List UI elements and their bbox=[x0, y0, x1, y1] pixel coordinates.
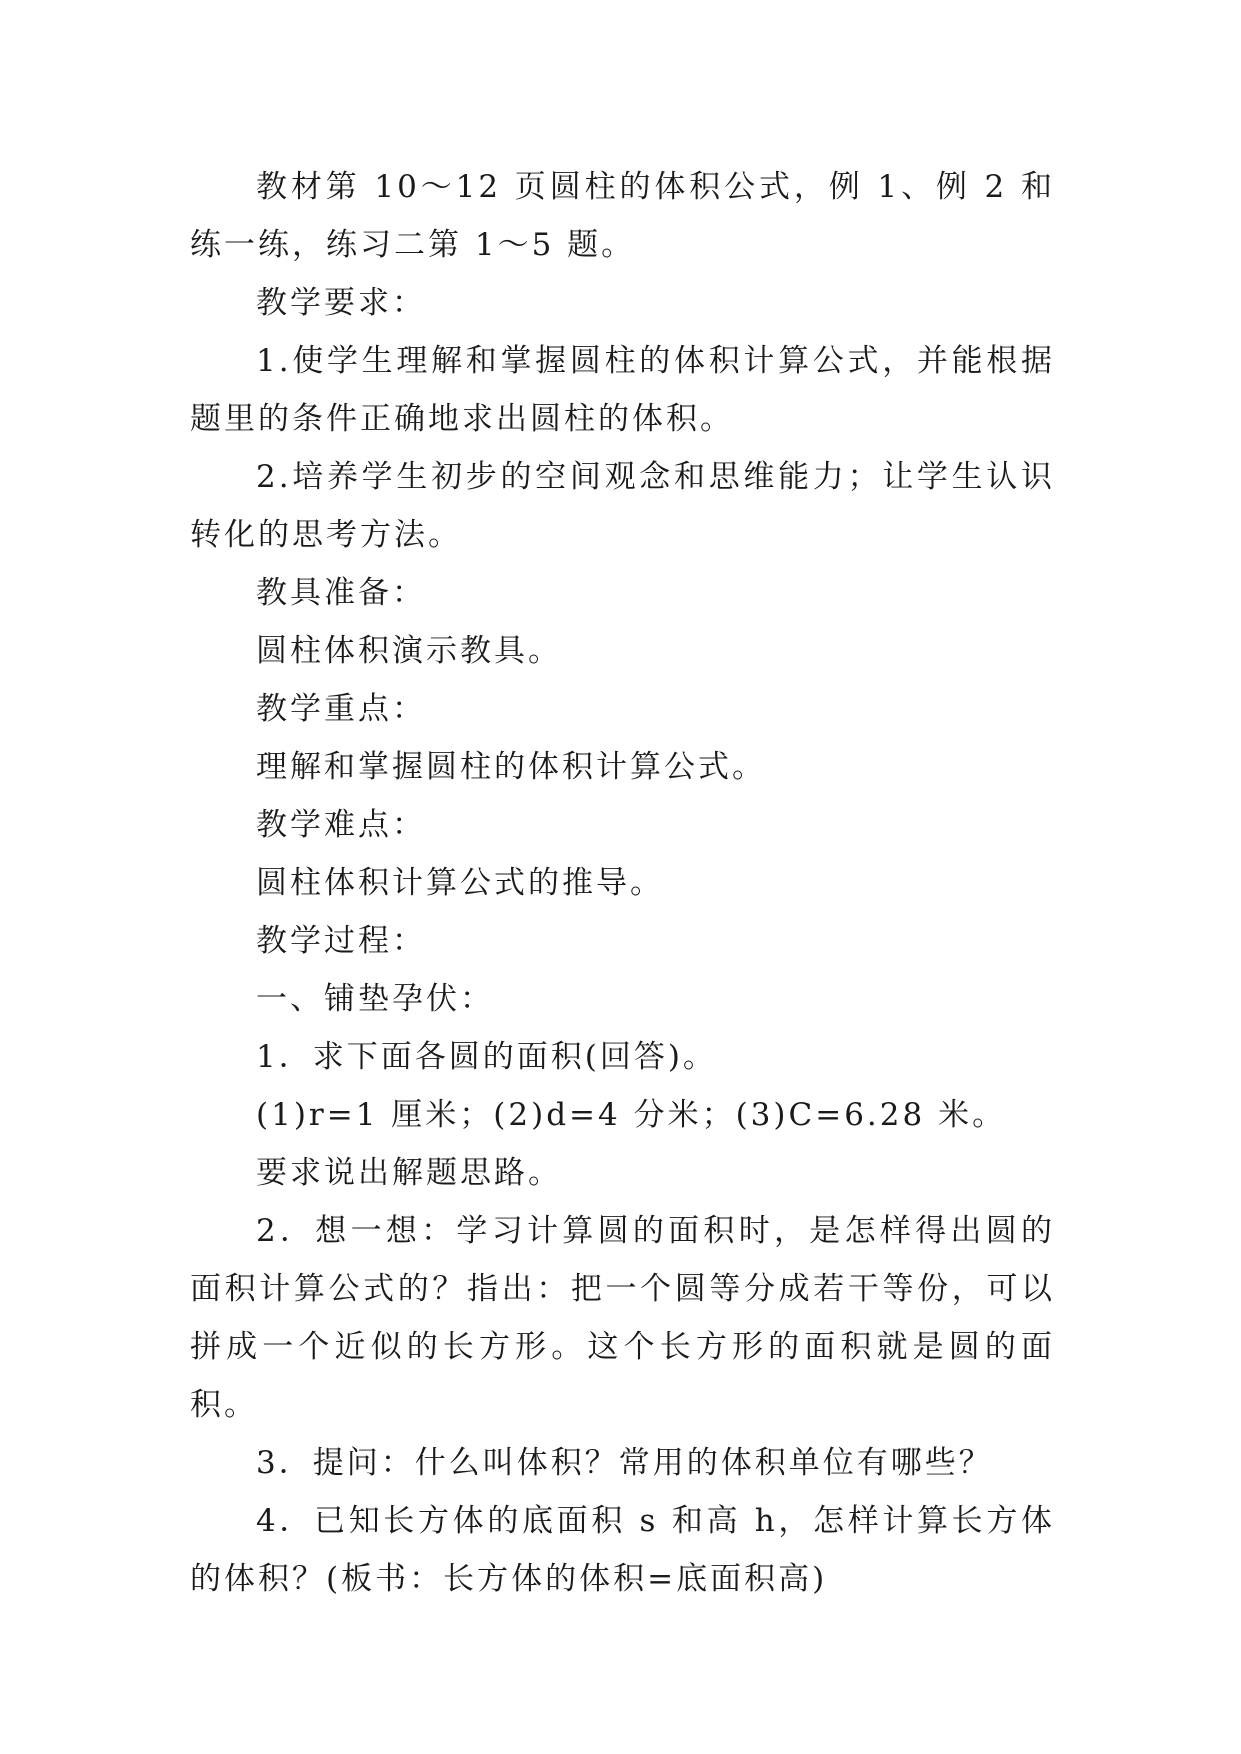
paragraph-step-1-note: 要求说出解题思路。 bbox=[256, 1155, 562, 1191]
paragraph-requirement-2: 2.培养学生初步的空间观念和思维能力；让学生认识转化的思考方法。 bbox=[190, 459, 1055, 553]
paragraph-step-2: 2．想一想：学习计算圆的面积时，是怎样得出圆的面积计算公式的？指出：把一个圆等分成若干等份，可以拼成一个近似的长方形。这个长方形的面积就是圆的面积。 bbox=[190, 1213, 1055, 1423]
paragraph-step-4: 4．已知长方体的底面积 s 和高 h，怎样计算长方体的体积？(板书：长方体的体积=底面积高) bbox=[190, 1503, 1055, 1597]
heading-difficulties: 教学难点： bbox=[256, 807, 426, 843]
paragraph-step-3: 3．提问：什么叫体积？常用的体积单位有哪些？ bbox=[256, 1445, 993, 1481]
heading-key-points: 教学重点： bbox=[256, 691, 426, 727]
document-body bbox=[190, 158, 1055, 1608]
paragraph-teaching-aids: 圆柱体积演示教具。 bbox=[256, 633, 562, 669]
heading-section-one: 一、铺垫孕伏： bbox=[256, 981, 494, 1017]
heading-teaching-process: 教学过程： bbox=[256, 923, 426, 959]
paragraph-step-1: 1．求下面各圆的面积(回答)。 bbox=[256, 1039, 717, 1075]
heading-teaching-requirements: 教学要求： bbox=[256, 285, 426, 321]
paragraph-difficulties: 圆柱体积计算公式的推导。 bbox=[256, 865, 664, 901]
paragraph-step-1-items: (1)r=1 厘米；(2)d=4 分米；(3)C=6.28 米。 bbox=[256, 1097, 1007, 1133]
paragraph-textbook-scope: 教材第 10～12 页圆柱的体积公式，例 1、例 2 和练一练，练习二第 1～5 题。 bbox=[190, 169, 1055, 263]
heading-teaching-aids: 教具准备： bbox=[256, 575, 426, 611]
paragraph-key-points: 理解和掌握圆柱的体积计算公式。 bbox=[256, 749, 766, 785]
paragraph-requirement-1: 1.使学生理解和掌握圆柱的体积计算公式，并能根据题里的条件正确地求出圆柱的体积。 bbox=[190, 343, 1055, 437]
